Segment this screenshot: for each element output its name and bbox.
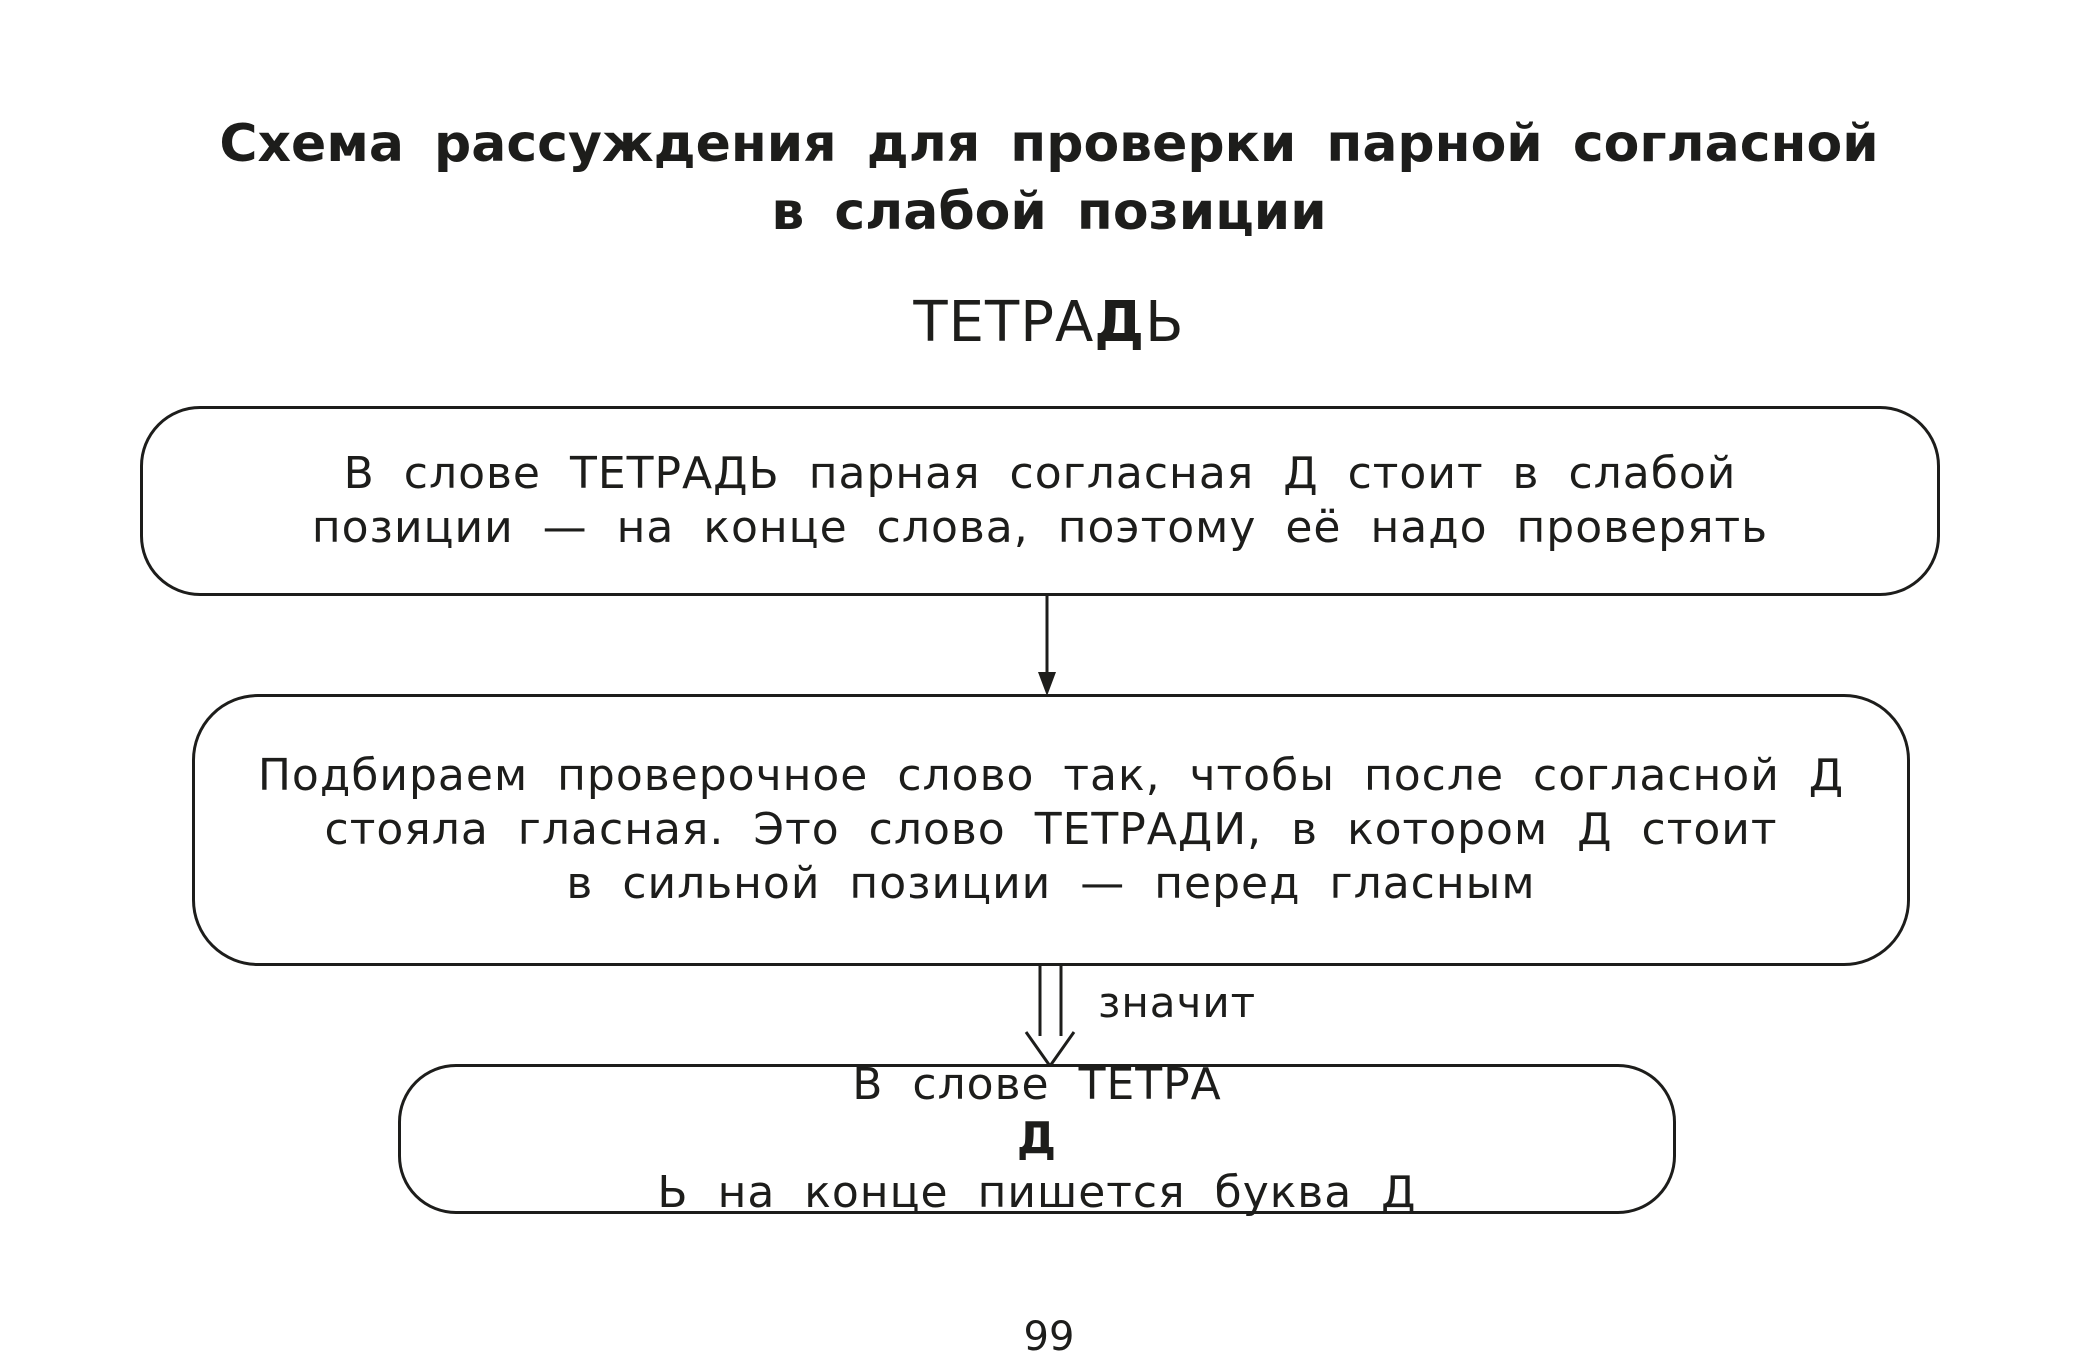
step-box-2 xyxy=(192,694,1910,966)
step-3-text xyxy=(657,1058,1416,1220)
step-box-3 xyxy=(398,1059,1676,1218)
step-2-line-3: в сильной позиции — перед гласным xyxy=(566,858,1536,909)
step-1-line-2: позиции — на конце слова, поэтому её надо проверять xyxy=(311,502,1769,553)
step-2-line-2: стояла гласная. Это слово ТЕТРАДИ, в котором Д стоит xyxy=(324,804,1778,855)
step-2-line-1: Подбираем проверочное слово так, чтобы после согласной Д xyxy=(257,750,1845,801)
step-box-1 xyxy=(140,406,1940,596)
step-3-text-start: В слове ТЕТРА xyxy=(852,1059,1222,1110)
example-word-highlight: Д xyxy=(1094,290,1146,355)
example-word-end: Ь xyxy=(1145,290,1185,355)
step-2-text xyxy=(258,749,1844,911)
single-arrow-head xyxy=(1038,672,1056,696)
page-number: 99 xyxy=(1023,1314,1075,1360)
step-3-line-1 xyxy=(657,1058,1416,1220)
step-3-highlight: Д xyxy=(1016,1113,1058,1164)
example-word-start: ТЕТРА xyxy=(913,290,1095,355)
step-3-text-end: Ь на конце пишется буква Д xyxy=(657,1167,1417,1218)
step-1-line-1: В слове ТЕТРАДЬ парная согласная Д стоит в слабой xyxy=(343,448,1737,499)
single-arrow xyxy=(1038,596,1056,696)
double-arrow xyxy=(1026,966,1074,1066)
step-1-text xyxy=(312,447,1768,555)
connector-label: значит xyxy=(1098,978,1257,1027)
title-line-1: Схема рассуждения для проверки парной согласной xyxy=(219,114,1879,174)
title-line-2: в слабой позиции xyxy=(771,182,1327,242)
